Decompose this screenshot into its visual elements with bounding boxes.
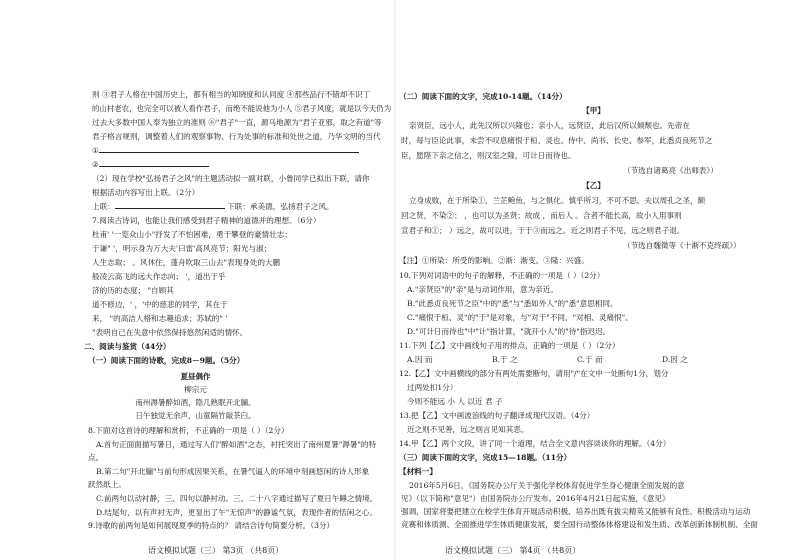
exam-page-4 bbox=[397, 0, 794, 560]
answer-blank-1[interactable]: ① bbox=[92, 146, 359, 156]
text-line: 人生志取； 。风休住，蓬舟吹取三山去"表现身处的大鹏 bbox=[92, 258, 281, 267]
option-a-cont: 点。 bbox=[88, 453, 104, 462]
text-line: 杜甫' '一览众山小"抒发了不怕困难，勇于攀登的豪情壮志； bbox=[92, 230, 292, 239]
question-11: 11.下列【乙】文中画线句子用的排点，正确的一项是（ ）（2分） bbox=[399, 341, 620, 350]
text-line: 济的历的态度； "自顾其 bbox=[92, 286, 174, 295]
option-a: A.首句正面面描写暑日，通过写人们"醉如酒"之态，衬托突出了南州夏暑"溽暑"的特 bbox=[96, 440, 377, 449]
material-line: 2016年5月6日，《国务院办公厅关于强化学校体育促进学生身心健康全面发展的意 bbox=[409, 481, 685, 490]
section-subheading: （一）阅读下面的诗歌，完成8－9题。（5分） bbox=[88, 356, 245, 365]
sentence-to-translate: 近之则不见善，远之则言见知其恶。 bbox=[407, 425, 529, 434]
passage-line: 立身成败，在于所染①，兰芷鲍鱼，与之俱化。慎乎所习，不可不思。夫以周孔之圣，颇 bbox=[409, 196, 706, 205]
option-d: D.结尾句，以有声衬无声，更显出了午"无惊声"的静谧气氛，表现作者的恬闲之心。 bbox=[96, 508, 377, 517]
text-line: "表明自己在失意中依然保持悠然闲适的情怀。 bbox=[92, 328, 248, 337]
option-c: C."痛恨于桓、灵"的"于"是对象，与"对于"不同，"对相、灵痛恨"。 bbox=[407, 313, 633, 322]
poem-author: 柳宗元 bbox=[184, 385, 207, 394]
poem-line: 南州溽暑醉如酒，隐几熟眠开北牖。 bbox=[135, 398, 256, 407]
option-b: B.第二句"开北牖"与前句形成因果关系，在暑气逼人的环境中刻画悠闲的诗人形象 bbox=[96, 467, 370, 476]
exam-page-3 bbox=[0, 0, 395, 560]
text-line: 7.阅读古诗词，也能让我们感受到君子精神的道德并的理想。（6分） bbox=[92, 216, 321, 225]
option-b: B.于 之 bbox=[492, 355, 518, 364]
option-b-cont: 跃然纸上。 bbox=[88, 480, 126, 489]
text-line: 道不修边，' ，'中的慈悲的同学，其在于 bbox=[92, 300, 228, 309]
passage-source: （节选自魏徵等《十渐不克终疏》） bbox=[623, 241, 741, 250]
text-line: 则 ③君子人格在中国历史上，都有相当的知晓度和认同度 ④那些品行不错却不识丁 bbox=[92, 90, 371, 99]
text-line: 般凌云高飞的远大作志向； '，道出于乎 bbox=[92, 272, 226, 281]
question-13: 13.把【乙】文中画波浪线的句子翻译成现代汉语。（4分） bbox=[399, 411, 595, 420]
answer-blank-2[interactable]: ② bbox=[92, 160, 209, 170]
passage-line: 亲贤臣，远小人，此先汉所以兴隆也；亲小人，远贤臣，此后汉所以倾颓也。先帝在 bbox=[409, 121, 690, 130]
material-line: 强调，国家将要把建立在校学生体育开展活动积极、培养出既有拔尖精英又能够有良性、积极活动与运动 bbox=[401, 507, 751, 516]
sentence-to-split: 今则不能远 小 人 以近 君 子 bbox=[407, 397, 503, 406]
question-8: 8.下面对这首诗的理解和赏析，不正确的一项是（ ）（2分） bbox=[88, 426, 289, 435]
option-c: C.前两句以动衬静，三、四句以静衬动。三、二十八字通过描写了夏日午睡之情境。 bbox=[96, 494, 378, 503]
page-footer: 语文模拟试题（三） 第4页 （共8页） bbox=[445, 546, 581, 555]
page-footer: 语文模拟试题（三） 第3页 （共8页） bbox=[148, 546, 284, 555]
passage-line: 宣君子和①； ）远之，故可以进，于于③而远之。近之则君子不见，远之则君子退。 bbox=[401, 226, 685, 235]
question-14: 14.甲【乙】两个文段，讲了同一个道理，结合全文意内容谈谈你的理解。（4分） bbox=[399, 439, 671, 448]
text-line: （2）现在学校"弘扬君子之风"的主题活动拟一副对联，小鲁同学已拟出下联，请你 bbox=[92, 174, 370, 183]
option-d: D.因 之 bbox=[662, 355, 688, 364]
text-line: 过去大多数中国人奉为独立的准则 ⑥"君子"一直，源马地源为"君子亚邪，取之有道"等 bbox=[92, 118, 382, 127]
couplet-line[interactable]: 上联： 下联：承美德，弘扬君子之风。 bbox=[92, 202, 334, 211]
passage-line: 臣，愿陛下亲之信之，则汉室之隆，可计日而待也。 bbox=[401, 151, 576, 160]
passage-line: 回之贤，不染②； ，也可以为圣贤；故成 ，而后人 。合者不能长高，故小人用事则 bbox=[401, 211, 682, 220]
option-c: C.于 而 bbox=[577, 355, 603, 364]
section-subheading: （三）阅读下面的文字，完成15—18题。（11分） bbox=[399, 453, 572, 462]
material-label: 【材料一】 bbox=[399, 467, 437, 476]
poem-title: 夏昼偶作 bbox=[180, 372, 211, 381]
question-12: 12.【乙】文中画横线的部分有两处需要断句，请用"/"在文中一处断句1分，划分 bbox=[399, 369, 669, 378]
option-d: D."可计日而待也"中"计"指计算，"就开小人"的"待"指迟迟。 bbox=[407, 327, 611, 336]
text-line: 于谦" '，明示身为万大夫'曰雷'高风亮节；阳光与淑； bbox=[92, 244, 272, 253]
question-10: 10.下列对词语中的句子的解释，不正确的一项是（ ）（2分） bbox=[399, 271, 605, 280]
text-line: 的山村老农，也完全可以被人看作君子，而绝不能说他为小人 ⑤君子风度，就是以今天仍为 bbox=[92, 104, 392, 113]
annotation-note: 【注】①所染：所受的影响。②渐：渐变。③隆：兴盛。 bbox=[399, 256, 589, 265]
question-9: 9.诗歌的前两句是如何展现夏季的特点的？ 请结合诗句简要分析。（3分） bbox=[88, 521, 335, 530]
question-12-cont: 过两处扣1分） bbox=[407, 383, 458, 392]
option-a: A.因 而 bbox=[407, 355, 433, 364]
poem-line: 日午独觉无余声，山童隔竹敲茶臼。 bbox=[135, 411, 256, 420]
section-subheading: （二）阅读下面的文字，完成10-14题。（14分） bbox=[399, 92, 567, 101]
passage-yi-label: 【乙】 bbox=[582, 181, 605, 190]
passage-line: 时，每与臣论此事，未尝不叹息痛恨于桓、灵也。侍中、尚书、长史、参军，此悉贞良死节之 bbox=[401, 136, 713, 145]
passage-jia-label: 【甲】 bbox=[582, 106, 605, 115]
option-b: B."此悉贞良死节之臣"中的"悉"与"悉如外人"的"悉"意思相同。 bbox=[407, 299, 618, 308]
material-line: 竞赛和体质测、全面推进学生体质健康发展，要全国行动整体体格建设和发生质、改革创新体制机制、全面 bbox=[401, 520, 758, 529]
option-a: A."亲贤臣"的"亲"是与动词作用，意为亲近。 bbox=[407, 285, 558, 294]
text-line: 来， "的高洁人格和志趣追求；苏轼的" ' bbox=[92, 314, 228, 323]
section-heading: 二、阅读与鉴赏（44分） bbox=[84, 342, 171, 351]
text-line: 君子格言规则，调整着人们的观察事物、行为处事的标准和处世之道，乃华文明的当代 bbox=[92, 132, 381, 141]
passage-source: （节选自诸葛亮《出师表》） bbox=[623, 166, 718, 175]
material-line: 见》（以下简称"意见"）由国务院办公厅发布。2016年4月21日起实施，《意见》 bbox=[401, 494, 670, 503]
text-line: 根据活动内容写出上联。（2分） bbox=[92, 188, 200, 197]
